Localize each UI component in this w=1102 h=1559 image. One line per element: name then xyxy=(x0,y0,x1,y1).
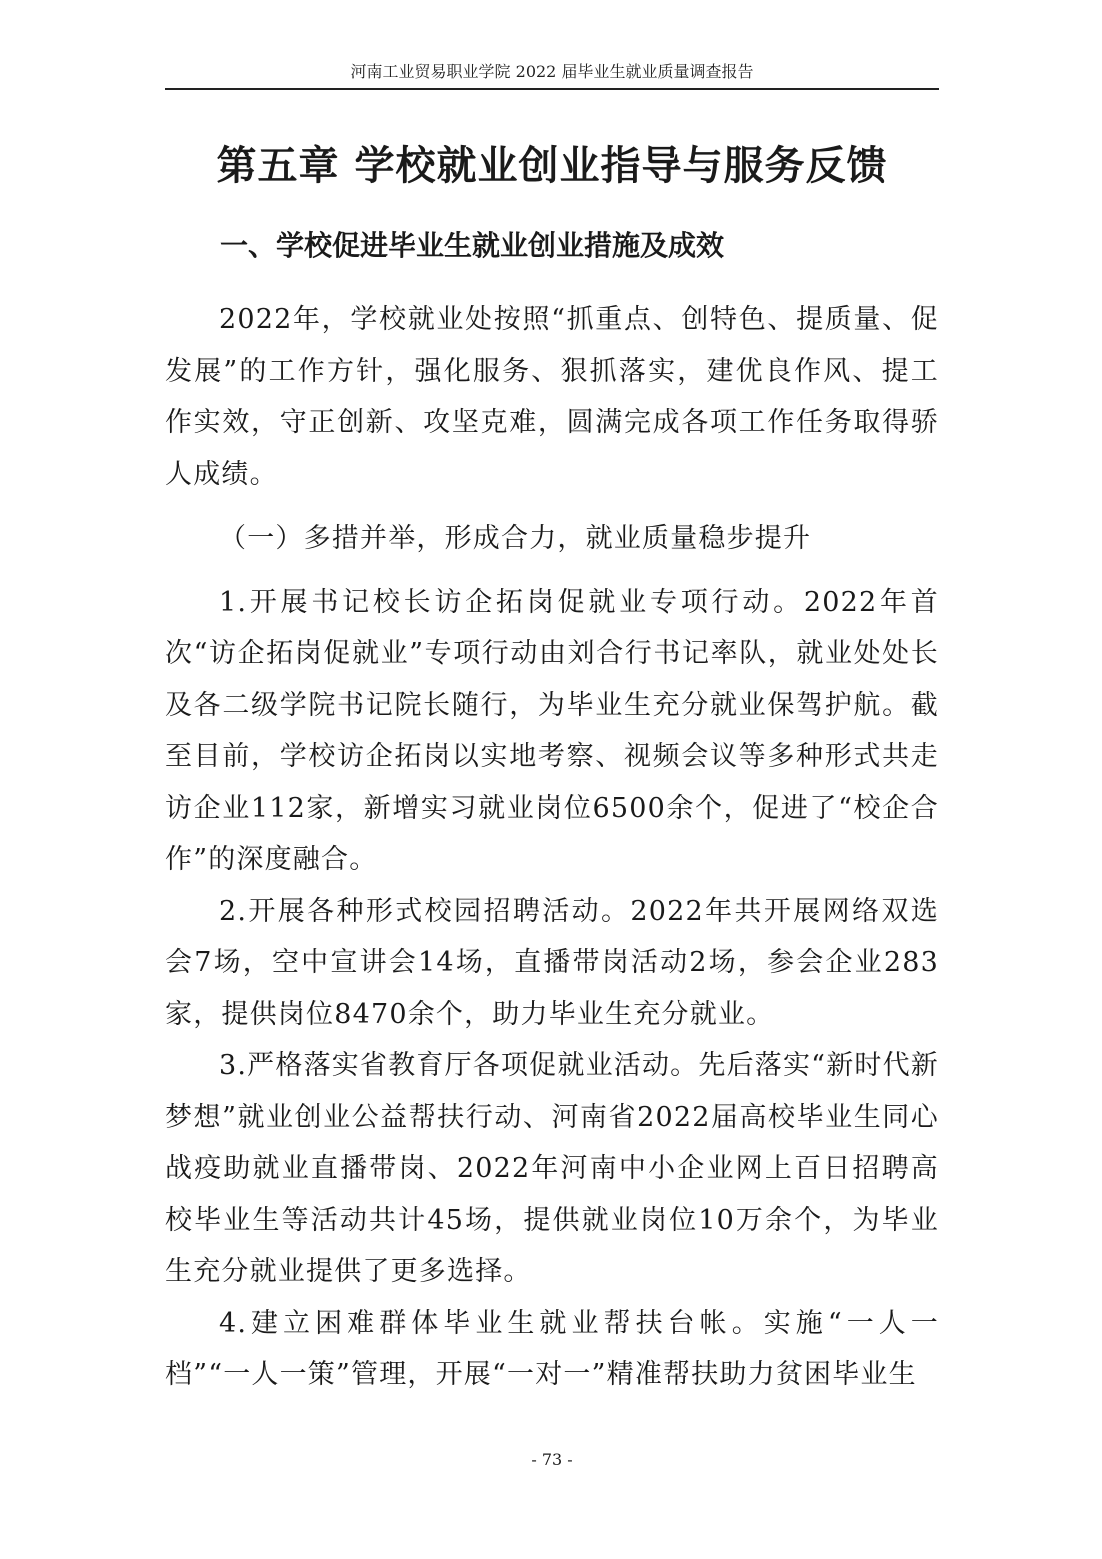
item-paragraph-1: 1.开展书记校长访企拓岗促就业专项行动。2022年首次“访企拓岗促就业”专项行动由刘合行书记率队，就业处处长及各二级学院书记院长随行，为毕业生充分就业保驾护航。截至目前，学校访企拓岗以实地考察、视频会议等多种形式共走访企业112家，新增实习就业岗位6500余个，促进了“校企合作”的深度融合。 xyxy=(165,586,939,875)
running-header: 河南工业贸易职业学院 2022 届毕业生就业质量调查报告 xyxy=(350,62,754,81)
body-text xyxy=(165,294,939,1401)
subsection-heading: （一）多措并举，形成合力，就业质量稳步提升 xyxy=(219,523,812,554)
item-paragraph-4: 4.建立困难群体毕业生就业帮扶台帐。实施“一人一档”“一人一策”管理，开展“一对一”精准帮扶助力贫困毕业生 xyxy=(165,1307,939,1390)
section-title: 一、学校促进毕业生就业创业措施及成效 xyxy=(220,229,725,262)
chapter-title: 第五章 学校就业创业指导与服务反馈 xyxy=(216,143,888,189)
item-paragraph-2: 2.开展各种形式校园招聘活动。2022年共开展网络双选会7场，空中宣讲会14场，直播带岗活动2场，参会企业283家，提供岗位8470余个，助力毕业生充分就业。 xyxy=(165,895,939,1030)
header-rule xyxy=(165,88,939,90)
page-number: - 73 - xyxy=(531,1450,573,1469)
intro-paragraph: 2022年，学校就业处按照“抓重点、创特色、提质量、促发展”的工作方针，强化服务、狠抓落实，建优良作风、提工作实效，守正创新、攻坚克难，圆满完成各项工作任务取得骄人成绩。 xyxy=(165,304,939,490)
item-paragraph-3: 3.严格落实省教育厅各项促就业活动。先后落实“新时代新梦想”就业创业公益帮扶行动、河南省2022届高校毕业生同心战疫助就业直播带岗、2022年河南中小企业网上百日招聘高校毕业生等活动共计45场，提供就业岗位10万余个，为毕业生充分就业提供了更多选择。 xyxy=(165,1050,939,1287)
